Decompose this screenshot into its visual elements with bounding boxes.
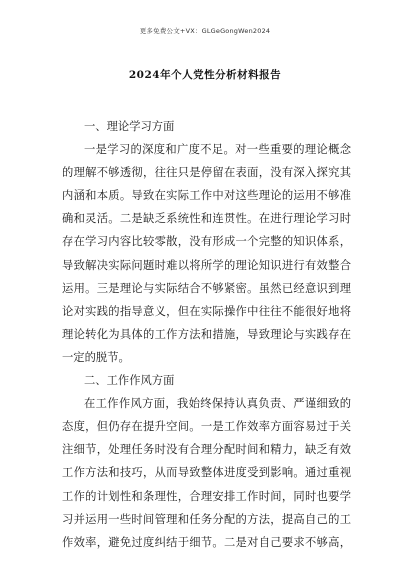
paragraph-line: 注细节，处理任务时没有合理分配时间和精力，缺乏有效	[62, 443, 351, 457]
paragraph-line: 作效率，避免过度纠结于细节。二是对自己要求不够高，	[62, 535, 351, 549]
section-heading: 二、工作作风方面	[84, 374, 175, 388]
paragraph-line: 论对实践的指导意义，但在实际操作中往往不能很好地将	[62, 304, 351, 318]
paragraph-line: 习并运用一些时间管理和任务分配的方法，提高自己的工	[62, 512, 351, 526]
paragraph-line: 态度，但仍存在提升空间。一是工作效率方面容易过于关	[62, 420, 351, 434]
paragraph-line: 工作的计划性和条理性，合理安排工作时间，同时也要学	[62, 489, 351, 503]
section-heading: 一、理论学习方面	[84, 120, 175, 133]
paragraph-line: 的理解不够透彻，往往只是停留在表面，没有深入探究其	[62, 166, 351, 180]
header-note: 更多免费公文+VX：GLGeGongWen2024	[139, 27, 271, 35]
paragraph-line: 一定的脱节。	[62, 350, 130, 364]
paragraph-line: 内涵和本质。导致在实际工作中对这些理论的运用不够准	[62, 189, 351, 203]
document-title: 2024年个人党性分析材料报告	[128, 69, 282, 81]
paragraph-line: 工作方法和技巧，从而导致整体进度受到影响。通过重视	[62, 466, 351, 480]
paragraph-line: 理论转化为具体的工作方法和措施，导致理论与实践存在	[62, 327, 351, 341]
paragraph-line: 确和灵活。二是缺乏系统性和连贯性。在进行理论学习时	[62, 212, 351, 226]
paragraph-line: 存在学习内容比较零散，没有形成一个完整的知识体系，	[62, 235, 351, 249]
paragraph-line: 运用。三是理论与实际结合不够紧密。虽然已经意识到理	[62, 281, 351, 295]
paragraph-line: 导致解决实际问题时难以将所学的理论知识进行有效整合	[62, 258, 351, 272]
paragraph-line: 一是学习的深度和广度不足。对一些重要的理论概念	[84, 143, 351, 157]
document-body	[62, 115, 351, 554]
paragraph-line: 在工作作风方面，我始终保持认真负责、严谨细致的	[84, 397, 351, 411]
